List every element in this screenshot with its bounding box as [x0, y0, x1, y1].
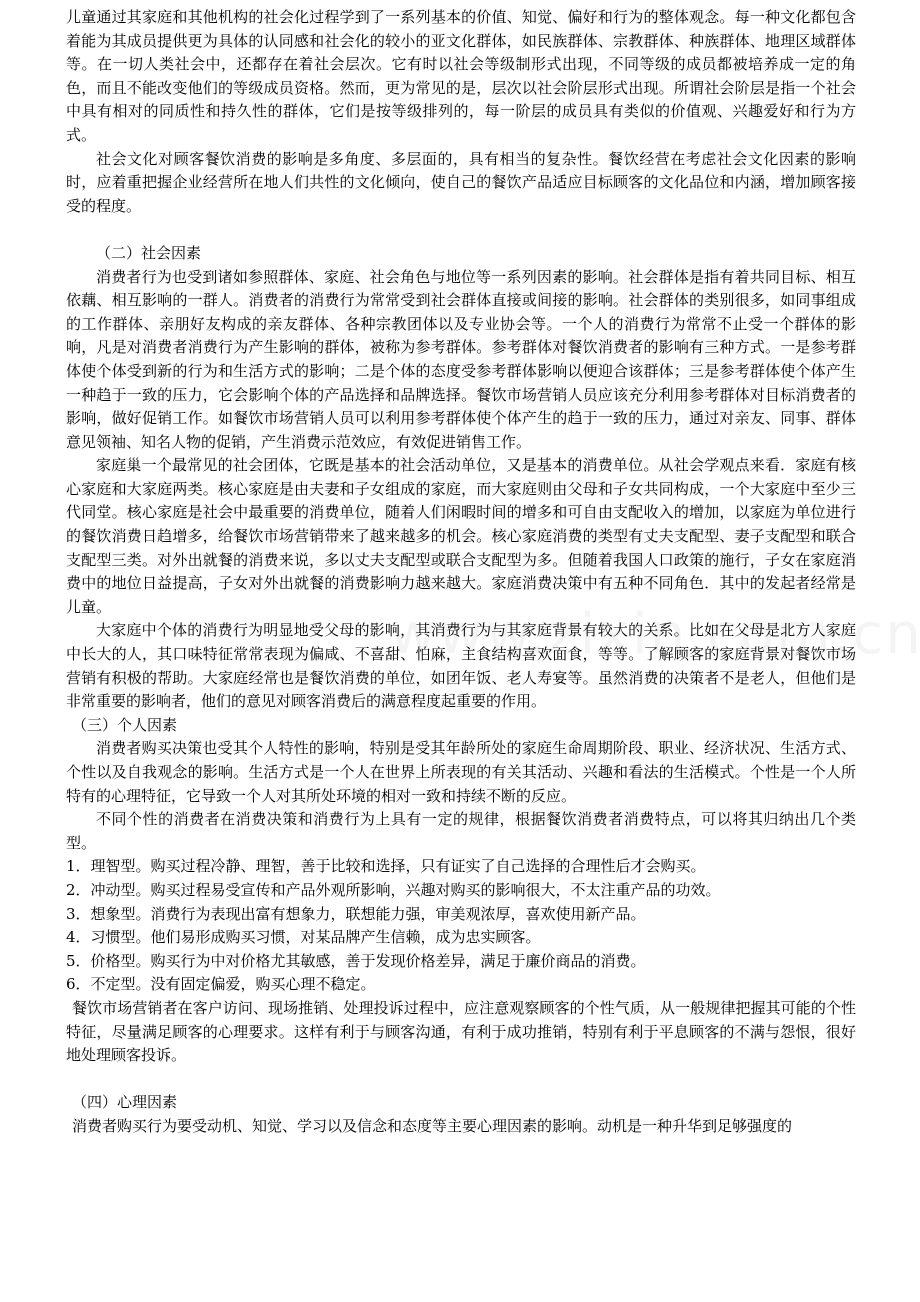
list-number: 5．: [66, 951, 91, 970]
list-item: [66, 950, 856, 974]
paragraph-types-intro: 不同个性的消费者在消费决策和消费行为上具有一定的规律，根据餐饮消费者消费特点，可以将其归纳出几个类型。: [66, 810, 856, 852]
list-item: [66, 903, 856, 927]
list-text: 不定型。没有固定偏爱，购买心理不稳定。: [90, 975, 376, 994]
list-item: [66, 879, 856, 903]
list-text: 习惯型。他们易形成购买习惯，对某品牌产生信赖，成为忠实顾客。: [90, 928, 541, 947]
consumer-type-list: [66, 855, 856, 997]
list-item: [66, 973, 856, 997]
list-number: 2．: [66, 880, 91, 899]
list-text: 价格型。购买行为中对价格尤其敏感，善于发现价格差异，满足于廉价商品的消费。: [90, 951, 646, 970]
paragraph-personal: 消费者购买决策也受其个人特性的影响，特别是受其年龄所处的家庭生命周期阶段、职业、经济状况、生活方式、个性以及自我观念的影响。生活方式是一个人在世界上所表现的有关其活动、兴趣和看法的生活模式。个性是一个人所特有的心理特征，它导致一个人对其所处环境的相对一致和持续不断的反应。: [66, 739, 856, 805]
section-heading-social: （二）社会因素: [96, 243, 202, 262]
list-item: [66, 926, 856, 950]
paragraph-marketing-advice: 餐饮市场营销者在客户访问、现场推销、处理投诉过程中，应注意观察顾客的个性气质，从一般规律把握其可能的个性特征，尽量满足顾客的心理要求。这样有利于与顾客沟通，有利于成功推销，特别有利于平息顾客的不满与怨恨，很好地处理顾客投诉。: [66, 998, 856, 1065]
list-text: 理智型。购买过程冷静、理智，善于比较和选择，只有证实了自己选择的合理性后才会购买。: [90, 857, 706, 876]
list-number: 4．: [66, 928, 91, 947]
section-heading-personal: （三）个人因素: [72, 715, 178, 734]
paragraph-culture-continued: 儿童通过其家庭和其他机构的社会化过程学到了一系列基本的价值、知觉、偏好和行为的整体观念。每一种文化都包含着能为其成员提供更为具体的认同感和社会化的较小的亚文化群体，如民族群体、宗教群体、种族群体、地理区域群体等。在一切人类社会中，还都存在着社会层次。它有时以社会等级制形式出现，不同等级的成员都被培养成一定的角色，而且不能改变他们的等级成员资格。然而，更为常见的是，层次以社会阶层形式出现。所谓社会阶层是指一个社会中具有相对的同质性和持久性的群体，它们是按等级排列的，每一阶层的成员具有类似的价值观、兴趣爱好和行为方式。: [66, 8, 856, 144]
paragraph-psych: 消费者购买行为要受动机、知觉、学习以及信念和态度等主要心理因素的影响。动机是一种升华到足够强度的: [72, 1116, 793, 1135]
paragraph-extended-family: 大家庭中个体的消费行为明显地受父母的影响，其消费行为与其家庭背景有较大的关系。比如在父母是北方人家庭中长大的人，其口味特征常常表现为偏咸、不喜甜、怕麻，主食结构喜欢面食，等等。了解顾客的家庭背景对餐饮市场营销有积极的帮助。大家庭经常也是餐饮消费的单位，如团年饭、老人寿宴等。虽然消费的决策者不是老人，但他们是非常重要的影响者，他们的意见对顾客消费后的满意程度起重要的作用。: [66, 621, 856, 711]
list-number: 1．: [66, 857, 91, 876]
list-number: 3．: [66, 904, 91, 923]
list-text: 想象型。消费行为表现出富有想象力，联想能力强，审美观浓厚，喜欢使用新产品。: [90, 904, 646, 923]
list-text: 冲动型。购买过程易受宣传和产品外观所影响，兴趣对购买的影响很大，不太注重产品的功效。: [90, 880, 721, 899]
list-number: 6．: [66, 975, 91, 994]
list-item: [66, 855, 856, 879]
paragraph-culture-summary: 社会文化对顾客餐饮消费的影响是多角度、多层面的，具有相当的复杂性。餐饮经营在考虑社会文化因素的影响时，应着重把握企业经营所在地人们共性的文化倾向，使自己的餐饮产品适应目标顾客的文化品位和内涵，增加顾客接受的程度。: [66, 149, 856, 215]
document-body: [66, 6, 856, 1139]
paragraph-family: 家庭巢一个最常见的社会团体，它既是基本的社会活动单位，又是基本的消费单位。从社会学观点来看．家庭有核心家庭和大家庭两类。核心家庭是由夫妻和子女组成的家庭，而大家庭则由父母和子女共同构成，一个大家庭中至少三代同堂。核心家庭是社会中最重要的消费单位，随着人们闲暇时间的增多和可自由支配收入的增加，以家庭为单位进行的餐饮消费日趋增多，给餐饮市场营销带来了越来越多的机会。核心家庭消费的类型有丈夫支配型、妻子支配型和联合支配型三类。对外出就餐的消费来说，多以丈夫支配型或联合支配型为多。但随着我国人口政策的施行，子女在家庭消费中的地位日益提高，子女对外出就餐的消费影响力越来越大。家庭消费决策中有五种不同角色．其中的发起者经常是儿童。: [66, 456, 856, 616]
section-heading-psych: （四）心理因素: [72, 1093, 178, 1112]
paragraph-social-groups: 消费者行为也受到诸如参照群体、家庭、社会角色与地位等一系列因素的影响。社会群体是指有着共同目标、相互依藕、相互影响的一群人。消费者的消费行为常常受到社会群体直接或间接的影响。社会群体的类别很多，如同事组成的工作群体、亲朋好友构成的亲友群体、各种宗教团体以及专业协会等。一个人的消费行为常常不止受一个群体的影响，凡是对消费者消费行为产生影响的群体，被称为参考群体。参考群体对餐饮消费者的影响有三种方式。一是参考群体使个体受到新的行为和生活方式的影响；二是个体的态度受参考群体影响以便迎合该群体；三是参考群体使个体产生一种趋于一致的压力，它会影响个体的产品选择和品牌选择。餐饮市场营销人员应该充分利用参考群体对目标消费者的影响，做好促销工作。如餐饮市场营销人员可以利用参考群体使个体产生的趋于一致的压力，通过对亲友、同事、群体意见领袖、知名人物的促销，产生消费示范效应，有效促进销售工作。: [66, 267, 856, 451]
